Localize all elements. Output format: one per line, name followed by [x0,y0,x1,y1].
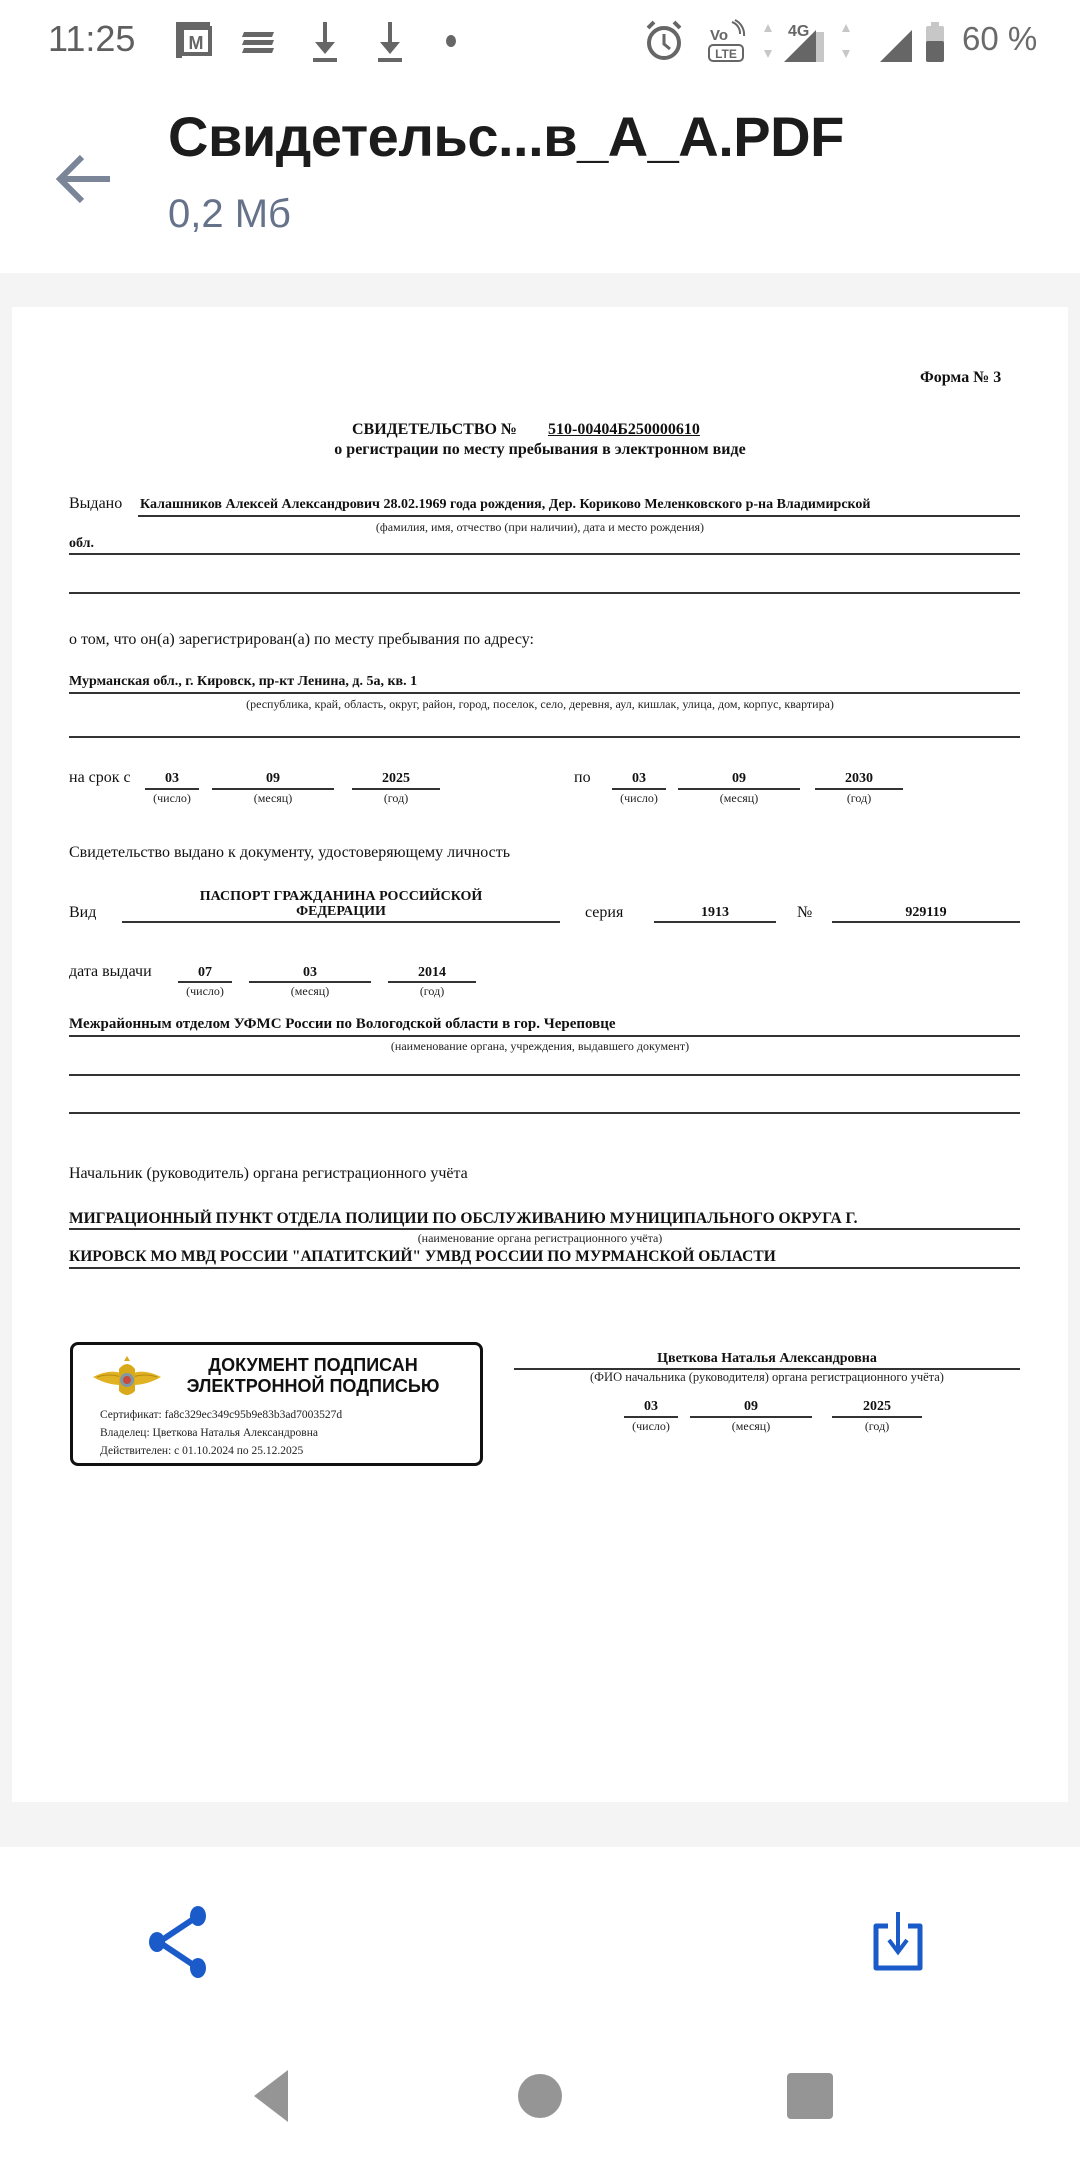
issuer-hint: (наименование органа, учреждения, выдавшего документ) [390,1039,690,1053]
status-time: 11:25 [48,18,136,59]
status-bar [0,0,1080,84]
month-hint: (месяц) [731,1419,771,1433]
system-nav-bar [0,2027,1080,2160]
app-bar [0,84,1080,273]
nav-home-button[interactable] [505,2062,575,2132]
stamp-title-line1: ДОКУМЕНТ ПОДПИСАН [208,1355,418,1375]
issued-to-hint: (фамилия, имя, отчество (при наличии), дата и место рождения) [375,520,705,534]
id-type-line2: ФЕДЕРАЦИИ [296,904,386,919]
year-hint: (год) [846,791,872,805]
sign-year: 2025 [863,1399,891,1414]
action-bar [0,1847,1080,2027]
id-doc-text: Свидетельство выдано к документу, удостоверяющему личность [69,844,511,861]
svg-text:Vo: Vo [710,27,729,44]
alarm-icon [643,18,685,64]
certificate-number: 510-00404Б250000610 [548,421,700,438]
number-value: 929119 [905,905,947,920]
period-to-label: по [574,769,591,786]
sign-day: 03 [644,1399,658,1414]
share-icon [149,1906,206,1978]
download-icon [373,18,407,64]
year-hint: (год) [419,984,445,998]
month-hint: (месяц) [290,984,330,998]
signer-hint: (ФИО начальника (руководителя) органа регистрационного учёта) [590,1370,944,1384]
stamp-valid: Действителен: с 01.10.2024 по 25.12.2025 [100,1445,304,1457]
mvd-emblem-icon [91,1355,163,1401]
svg-text:M: M [188,33,204,53]
sign-month: 09 [744,1399,758,1414]
series-value: 1913 [701,905,729,920]
authority-hint: (наименование органа регистрационного учёта) [417,1231,663,1245]
number-label: № [797,904,813,921]
address-value: Мурманская обл., г. Кировск, пр-кт Ленина, д. 5а, кв. 1 [69,674,418,689]
issued-to-label: Выдано [69,495,123,512]
issue-date-label: дата выдачи [69,963,152,980]
nav-recents-icon [787,2073,833,2119]
stamp-certificate: Сертификат: fa8c329ec349c95b9e83b3ad7003527d [100,1409,343,1421]
4g-signal-icon [760,18,860,64]
issue-month: 03 [303,965,317,980]
head-label: Начальник (руководитель) органа регистрационного учёта [69,1165,468,1182]
menu-lines-icon [238,18,278,64]
authority-line1: МИГРАЦИОННЫЙ ПУНКТ ОТДЕЛА ПОЛИЦИИ ПО ОБСЛУЖИВАНИЮ МУНИЦИПАЛЬНОГО ОКРУГА Г. [69,1210,858,1227]
registered-text: о том, что он(а) зарегистрирован(а) по месту пребывания по адресу: [69,631,534,648]
issued-to-value: Калашников Алексей Александрович 28.02.1969 года рождения, Дер. Кориково Меленковского р-на Владимирской [140,497,871,512]
day-hint: (число) [620,791,658,805]
pdf-viewer[interactable] [0,273,1080,1847]
issued-to-value-cont: обл. [69,536,95,551]
issue-day: 07 [198,965,212,980]
month-hint: (месяц) [253,791,293,805]
battery-percent: 60 % [962,20,1038,57]
nav-back-button[interactable] [236,2062,306,2132]
to-year: 2030 [845,771,873,786]
year-hint: (год) [383,791,409,805]
id-type-line1: ПАСПОРТ ГРАЖДАНИНА РОССИЙСКОЙ [199,889,483,904]
pdf-page [12,307,1068,1802]
signer-name: Цветкова Наталья Александровна [657,1351,877,1366]
document-title: Свидетельс...в_А_А.PDF [168,105,844,168]
stamp-title [163,1355,463,1397]
from-month: 09 [266,771,280,786]
year-hint: (год) [864,1419,890,1433]
mts-app-icon [170,18,216,64]
svg-text:LTE: LTE [715,47,737,61]
address-hint: (республика, край, область, округ, район, город, поселок, село, деревня, аул, кишлак, улица, дом, корпус, квартира) [246,697,834,711]
file-size: 0,2 Мб [168,192,291,236]
certificate-label: СВИДЕТЕЛЬСТВО № [352,421,518,438]
nav-recents-button[interactable] [775,2062,845,2132]
month-hint: (месяц) [719,791,759,805]
to-month: 09 [732,771,746,786]
to-day: 03 [632,771,646,786]
from-year: 2025 [382,771,410,786]
issue-year: 2014 [418,965,446,980]
stamp-owner: Владелец: Цветкова Наталья Александровна [100,1427,318,1439]
download-icon [308,18,342,64]
from-day: 03 [165,771,179,786]
day-hint: (число) [153,791,191,805]
signal-icon [876,18,916,64]
back-button[interactable] [50,144,120,214]
battery-icon [924,18,946,64]
period-from-label: на срок с [69,769,131,786]
authority-line2: КИРОВСК МО МВД РОССИИ "АПАТИТСКИЙ" УМВД РОССИИ ПО МУРМАНСКОЙ ОБЛАСТИ [69,1248,776,1265]
issuer-value: Межрайонным отделом УФМС России по Вологодской области в гор. Череповце [69,1016,616,1032]
arrow-left-icon [60,157,110,201]
nav-back-icon [254,2070,288,2122]
nav-home-icon [518,2074,562,2118]
download-button[interactable] [858,1902,938,1982]
download-to-device-icon [876,1912,920,1968]
volte-icon [706,18,748,64]
share-button[interactable] [138,1902,218,1982]
form-number: Форма № 3 [920,369,1002,386]
dot-icon [444,18,458,64]
day-hint: (число) [186,984,224,998]
stamp-title-line2: ЭЛЕКТРОННОЙ ПОДПИСЬЮ [186,1376,440,1396]
id-type-label: Вид [69,904,97,921]
signature-stamp [70,1342,483,1466]
certificate-subtitle: о регистрации по месту пребывания в электронном виде [334,441,746,458]
series-label: серия [585,904,624,921]
day-hint: (число) [632,1419,670,1433]
svg-text:4G: 4G [788,23,810,40]
